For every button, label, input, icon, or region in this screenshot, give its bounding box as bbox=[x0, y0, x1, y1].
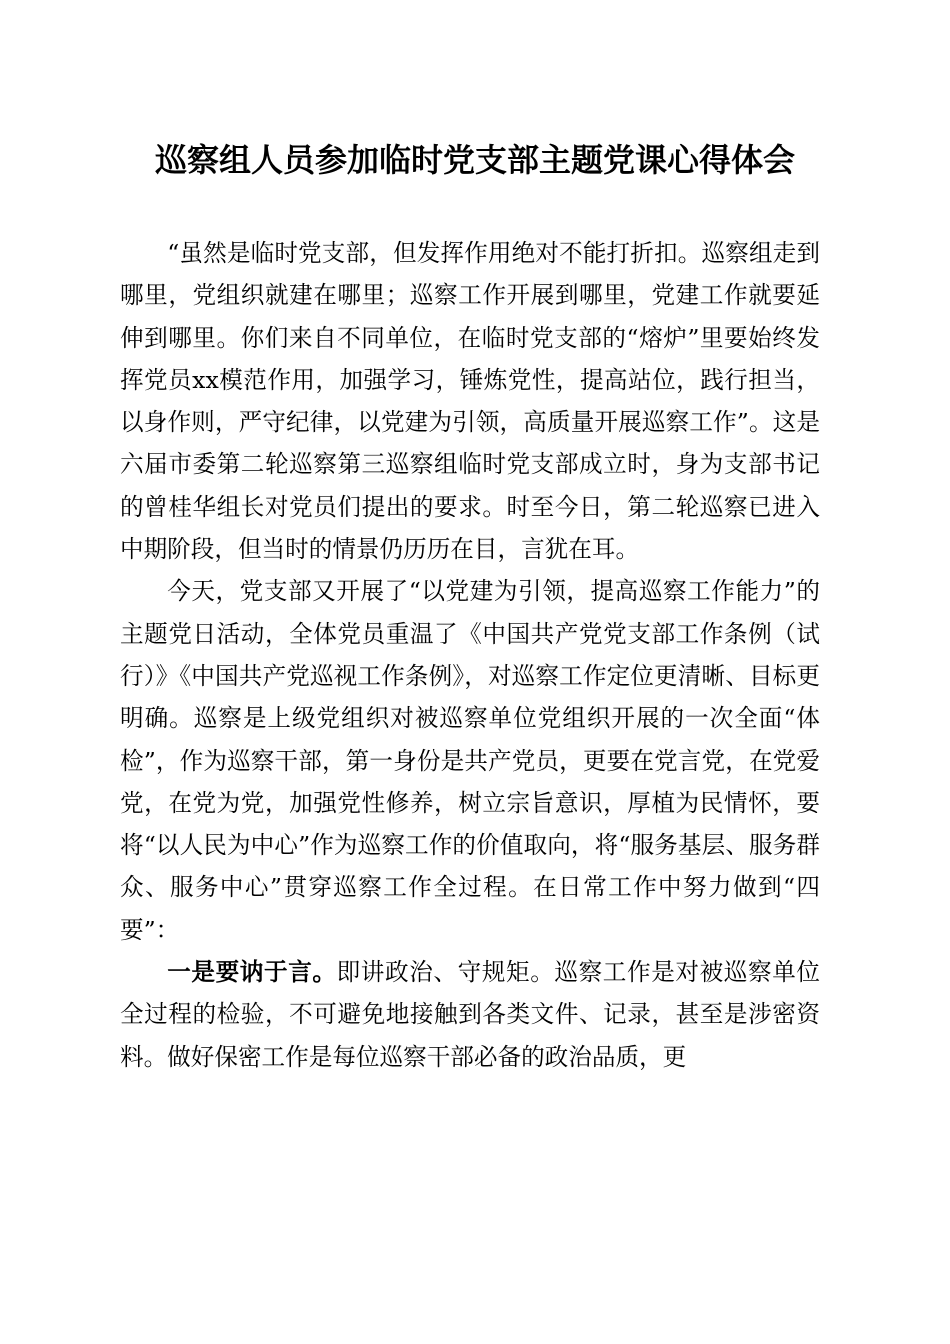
paragraph-1-text: “虽然是临时党支部，但发挥作用绝对不能打折扣。巡察组走到哪里，党组织就建在哪里；巡察工作开展到哪里，党建工作就要延伸到哪里。你们来自不同单位，在临时党支部的“熔炉”里要始终发挥党员xx模范作用，加强学习，锤炼党性，提高站位，践行担当，以身作则，严守纪律，以党建为引领，高质量开展巡察工作”。这是六届市委第二轮巡察第三巡察组临时党支部成立时，身为支部书记的曾桂华组长对党员们提出的要求。时至今日，第二轮巡察已进入中期阶段，但当时的情景仍历历在目，言犹在耳。 bbox=[120, 239, 820, 564]
document-body bbox=[120, 232, 820, 1078]
document-title: 巡察组人员参加临时党支部主题党课心得体会 bbox=[154, 141, 795, 179]
paragraph-2 bbox=[120, 570, 820, 951]
paragraph-3-lead: 一是要讷于言。 bbox=[167, 958, 337, 987]
paragraph-2-text: 今天，党支部又开展了“以党建为引领，提高巡察工作能力”的主题党日活动，全体党员重温了《中国共产党党支部工作条例（试行）》《中国共产党巡视工作条例》，对巡察工作定位更清晰、目标更明确。巡察是上级党组织对被巡察单位党组织开展的一次全面“体检”，作为巡察干部，第一身份是共产党员，更要在党言党，在党爱党，在党为党，加强党性修养，树立宗旨意识，厚植为民情怀，要将“以人民为中心”作为巡察工作的价值取向，将“服务基层、服务群众、服务中心”贯穿巡察工作全过程。在日常工作中努力做到“四要”： bbox=[120, 577, 820, 944]
paragraph-1 bbox=[120, 232, 820, 570]
paragraph-3-text: 即讲政治、守规矩。巡察工作是对被巡察单位全过程的检验，不可避免地接触到各类文件、记录，甚至是涉密资料。做好保密工作是每位巡察干部必备的政治品质，更 bbox=[120, 958, 820, 1071]
paragraph-3 bbox=[120, 951, 820, 1078]
